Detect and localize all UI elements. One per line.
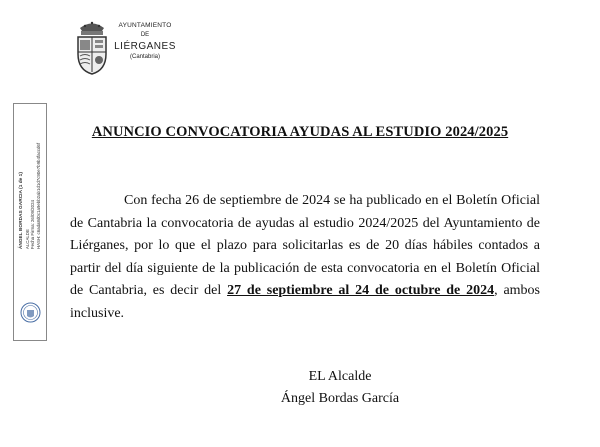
official-seal-icon — [20, 302, 41, 323]
org-line-ayuntamiento: AYUNTAMIENTO — [118, 22, 172, 29]
signer-role: ALCALDE — [24, 229, 30, 250]
municipality-header — [113, 22, 177, 60]
body-tail: , ambos inclusive. — [70, 283, 540, 321]
coat-of-arms-icon — [74, 18, 110, 76]
announcement-body — [70, 190, 540, 326]
signature-date: Fecha Firma: 26/09/2024 — [30, 200, 35, 250]
signer-name: ÁNGEL BORDAS GARCIA (1 de 1) — [18, 172, 24, 250]
signature-hash: HASH: c6ada8d0c1a9ebb2ab1d1d7c90e7b9b4faccd6f — [35, 142, 41, 250]
org-name: LIÉRGANES — [114, 40, 176, 52]
signature-title: EL Alcalde — [308, 369, 372, 384]
digital-signature-stamp — [13, 103, 47, 341]
application-period-dates: 27 de septiembre al 24 de octubre de 2024 — [227, 283, 495, 299]
signature-metadata — [19, 143, 41, 249]
signature-name: Ángel Bordas García — [280, 391, 400, 406]
announcement-title: ANUNCIO CONVOCATORIA AYUDAS AL ESTUDIO 2024/2025 — [91, 124, 509, 140]
org-region: (Cantabria) — [129, 53, 160, 60]
org-line-de: DE — [140, 32, 150, 39]
body-text: Con fecha 26 de septiembre de 2024 se ha publicado en el Boletín Oficial de Cantabria la convocatoria de ayudas al estudio 2024/2025 del Ayuntamiento de Liérganes, por lo que el plazo para solicitarlas es de 20 días hábiles contados a partir del día siguiente de la publicación de esta convocatoria en el Boletín Oficial de Cantabria, es decir del — [70, 193, 540, 299]
